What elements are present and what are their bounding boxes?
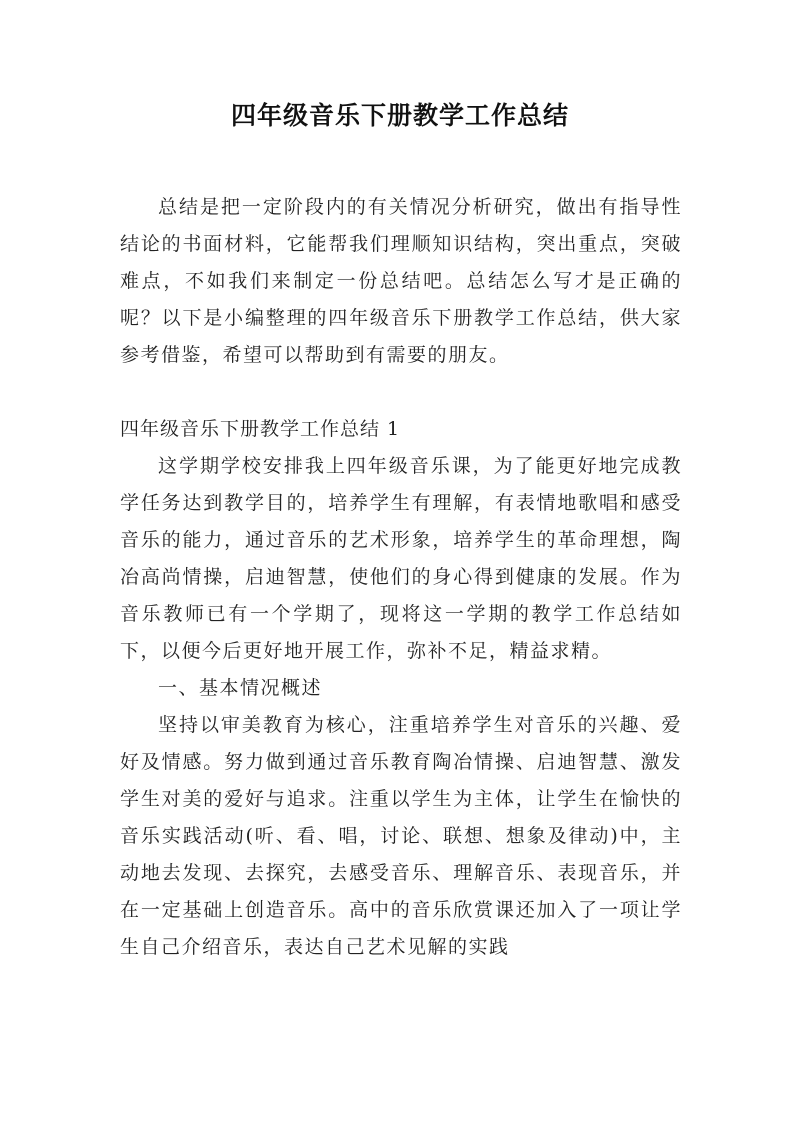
document-body (120, 189, 682, 966)
subsection-heading: 一、基本情况概述 (158, 677, 323, 699)
section-paragraph: 这学期学校安排我上四年级音乐课，为了能更好地完成教学任务达到教学目的，培养学生有理解，有表情地歌唱和感受音乐的能力，通过音乐的艺术形象，培养学生的革命理想，陶冶高尚情操，启迪智慧，使他们的身心得到健康的发展。作为音乐教师已有一个学期了，现将这一学期的教学工作总结如下，以便今后更好地开展工作，弥补不足，精益求精。 (120, 455, 682, 662)
intro-paragraph: 总结是把一定阶段内的有关情况分析研究，做出有指导性结论的书面材料，它能帮我们理顺知识结构，突出重点，突破难点，不如我们来制定一份总结吧。总结怎么写才是正确的呢？以下是小编整理的四年级音乐下册教学工作总结，供大家参考借鉴，希望可以帮助到有需要的朋友。 (120, 196, 682, 366)
paragraph-spacer (120, 374, 682, 411)
document-title: 四年级音乐下册教学工作总结 (230, 101, 569, 130)
section-title: 四年级音乐下册教学工作总结 1 (120, 418, 401, 440)
subsection-paragraph: 坚持以审美教育为核心，注重培养学生对音乐的兴趣、爱好及情感。努力做到通过音乐教育陶冶情操、启迪智慧、激发学生对美的爱好与追求。注重以学生为主体，让学生在愉快的音乐实践活动(听、看、唱，讨论、联想、想象及律动)中，主动地去发现、去探究，去感受音乐、理解音乐、表现音乐，并在一定基础上创造音乐。高中的音乐欣赏课还加入了一项让学生自己介绍音乐，表达自己艺术见解的实践 (120, 714, 682, 958)
